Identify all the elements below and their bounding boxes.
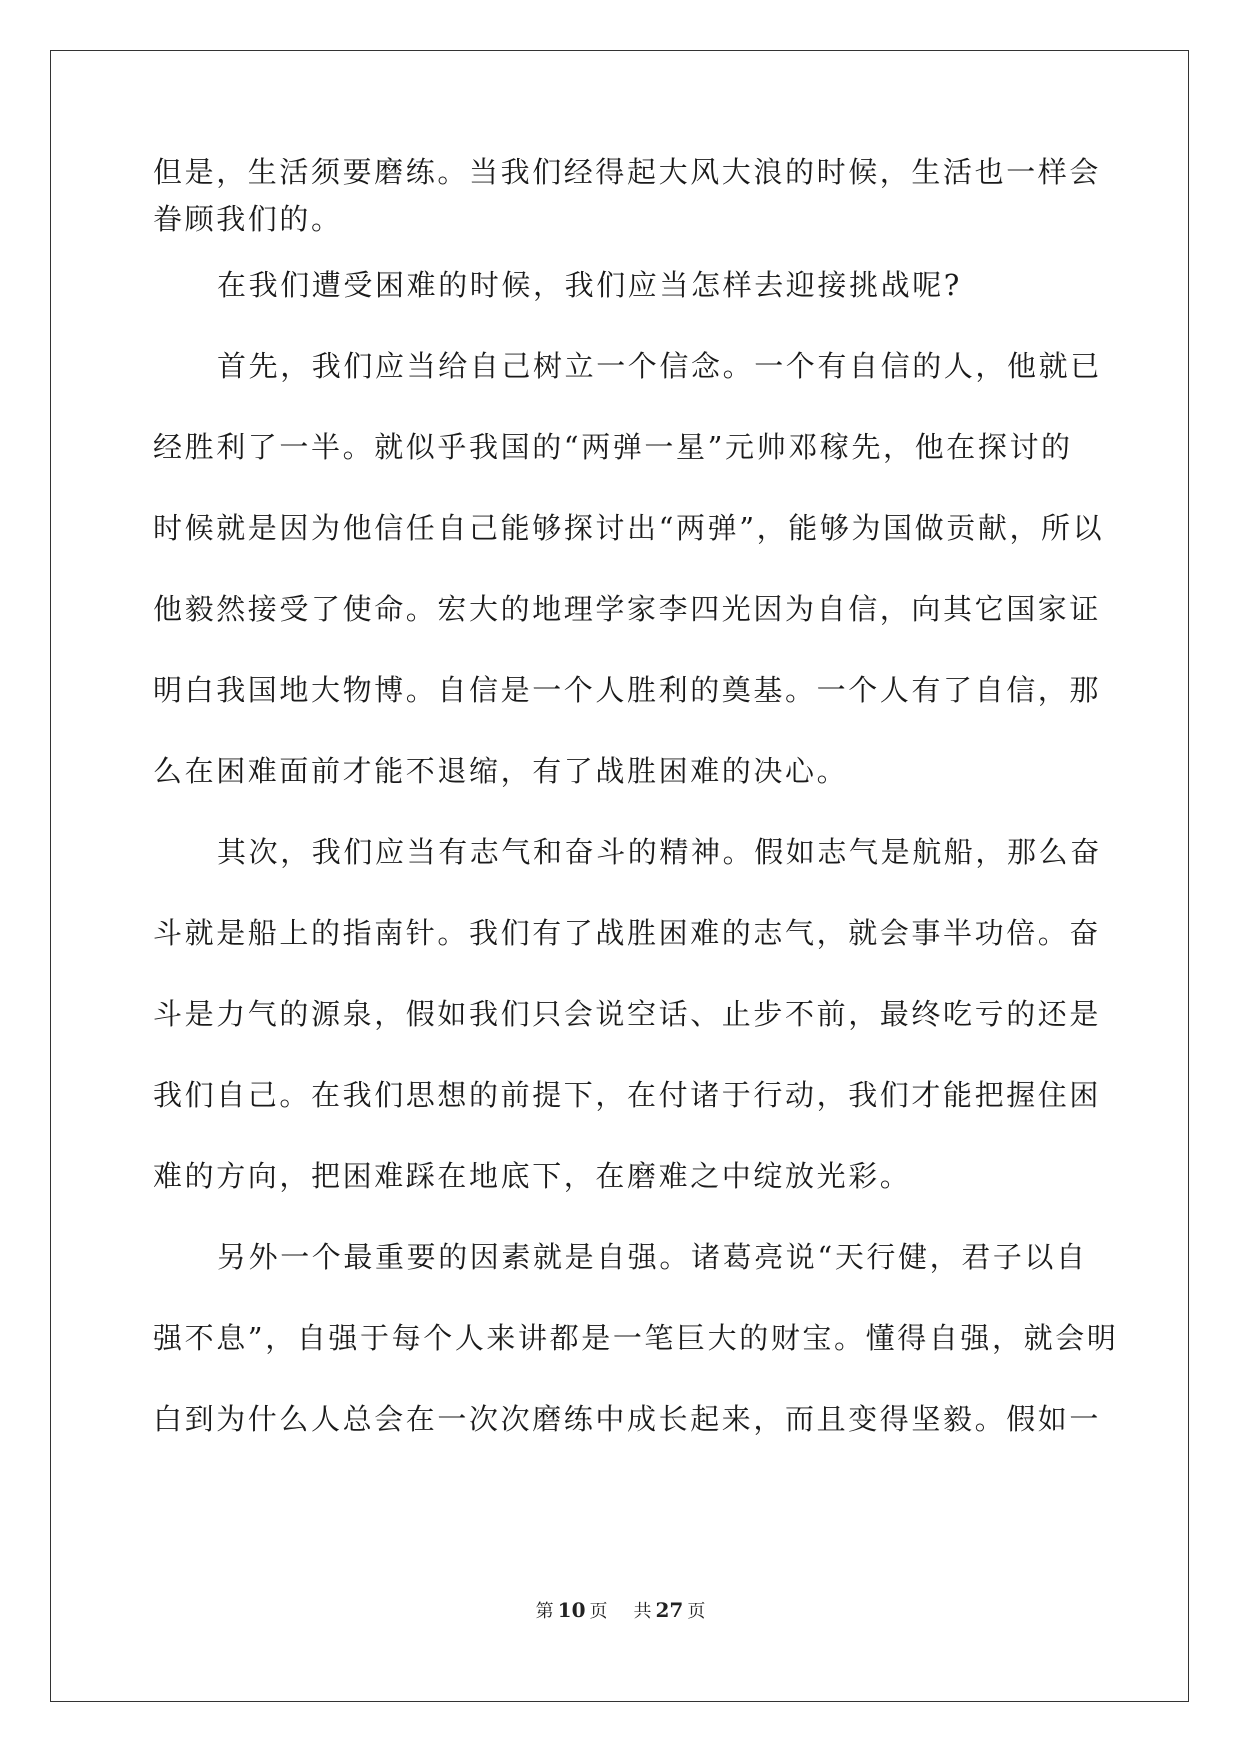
current-page-number: 10 [557, 1598, 586, 1622]
text-line: 难的方向，把困难踩在地底下，在磨难之中绽放光彩。 [153, 1159, 912, 1193]
footer-total-prefix: 共 [633, 1601, 652, 1622]
footer-total-suffix: 页 [687, 1601, 706, 1622]
text-line: 但是，生活须要磨练。当我们经得起大风大浪的时候，生活也一样会 [153, 155, 1102, 189]
text-line: 强不息”，自强于每个人来讲都是一笔巨大的财宝。懂得自强，就会明 [153, 1321, 1119, 1355]
total-page-count: 27 [655, 1598, 684, 1622]
paragraph-start-line: 首先，我们应当给自己树立一个信念。一个有自信的人，他就已 [217, 349, 1102, 383]
text-line: 明白我国地大物博。自信是一个人胜利的奠基。一个人有了自信，那 [153, 673, 1102, 707]
footer-prefix: 第 [535, 1601, 554, 1622]
text-line: 时候就是因为他信任自己能够探讨出“两弹”，能够为国做贡献，所以 [153, 511, 1105, 545]
footer-page-word: 页 [589, 1601, 608, 1622]
text-line: 他毅然接受了使命。宏大的地理学家李四光因为自信，向其它国家证 [153, 592, 1102, 626]
paragraph-start-line: 另外一个最重要的因素就是自强。诸葛亮说“天行健，君子以自 [217, 1240, 1088, 1274]
text-line: 我们自己。在我们思想的前提下，在付诸于行动，我们才能把握住困 [153, 1078, 1102, 1112]
text-line: 么在困难面前才能不退缩，有了战胜困难的决心。 [153, 754, 849, 788]
paragraph-start-line: 在我们遭受困难的时候，我们应当怎样去迎接挑战呢? [217, 268, 962, 302]
text-line: 斗是力气的源泉，假如我们只会说空话、止步不前，最终吃亏的还是 [153, 997, 1102, 1031]
text-line: 斗就是船上的指南针。我们有了战胜困难的志气，就会事半功倍。奋 [153, 916, 1102, 950]
text-line: 白到为什么人总会在一次次磨练中成长起来，而且变得坚毅。假如一 [153, 1402, 1102, 1436]
page-footer [0, 1598, 1241, 1624]
text-line: 经胜利了一半。就似乎我国的“两弹一星”元帅邓稼先，他在探讨的 [153, 430, 1073, 464]
paragraph-start-line: 其次，我们应当有志气和奋斗的精神。假如志气是航船，那么奋 [217, 835, 1102, 869]
text-line: 眷顾我们的。 [153, 202, 343, 236]
